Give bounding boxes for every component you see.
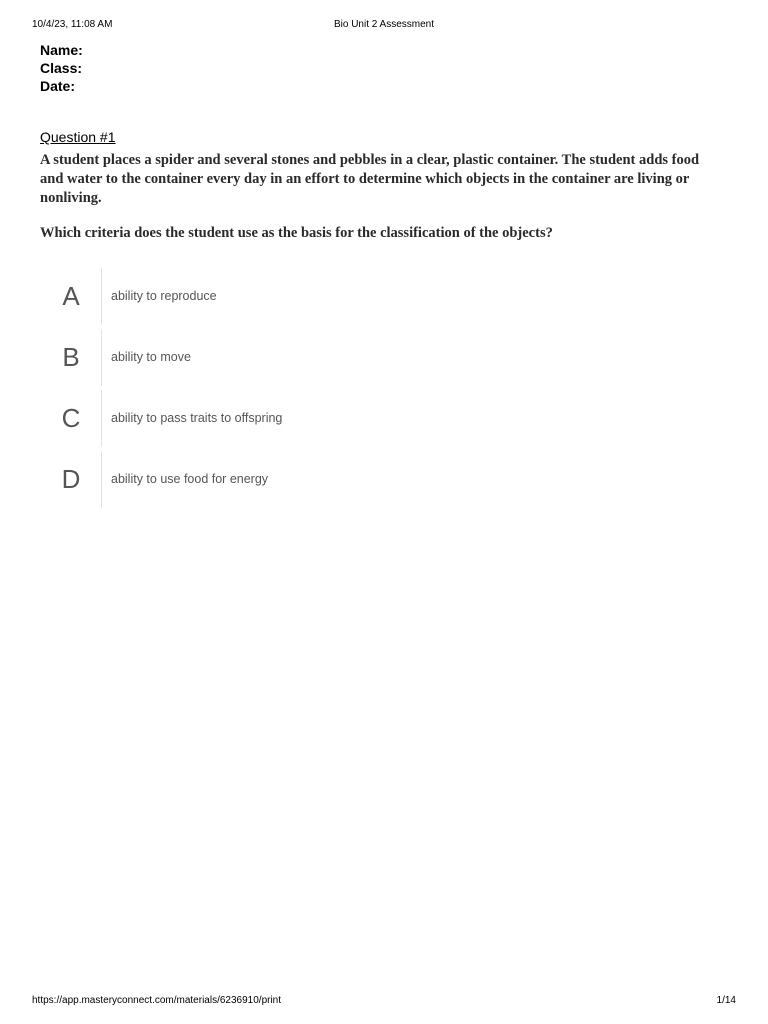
- print-header: [32, 18, 736, 32]
- answer-choice-c[interactable]: [40, 388, 700, 449]
- date-label: Date:: [40, 78, 76, 94]
- choice-divider: [101, 390, 102, 447]
- choice-letter: C: [61, 403, 81, 433]
- answer-choice-d[interactable]: [40, 449, 700, 510]
- choice-text: ability to use food for energy: [111, 472, 269, 486]
- name-label: Name:: [40, 42, 83, 58]
- choice-letter: D: [61, 464, 81, 494]
- page-number: 1/14: [716, 995, 736, 1006]
- choice-divider: [101, 329, 102, 386]
- document-title: Bio Unit 2 Assessment: [333, 19, 435, 30]
- choice-text: ability to pass traits to offspring: [111, 411, 283, 425]
- question-heading: Question #1: [40, 129, 116, 145]
- choice-divider: [101, 268, 102, 325]
- question-prompt: Which criteria does the student use as the basis for the classification of the objects?: [40, 225, 553, 241]
- source-url: https://app.masteryconnect.com/materials/6236910/print: [32, 995, 282, 1006]
- answer-choice-b[interactable]: [40, 327, 700, 388]
- print-datetime: 10/4/23, 11:08 AM: [32, 19, 113, 30]
- class-label: Class:: [40, 60, 83, 76]
- choice-letter: A: [62, 281, 80, 311]
- print-footer: [32, 994, 736, 1008]
- choice-text: ability to reproduce: [111, 289, 217, 303]
- choice-divider: [101, 451, 102, 508]
- student-info-fields: [40, 41, 83, 95]
- choice-text: ability to move: [111, 350, 191, 364]
- answer-choice-a[interactable]: [40, 266, 700, 327]
- answer-choices: [40, 266, 700, 510]
- choice-letter: B: [62, 342, 80, 372]
- question-stem: A student places a spider and several stones and pebbles in a clear, plastic container. The student adds food and water to the container every day in an effort to determine which objects in the container are living or nonliving.: [40, 152, 700, 206]
